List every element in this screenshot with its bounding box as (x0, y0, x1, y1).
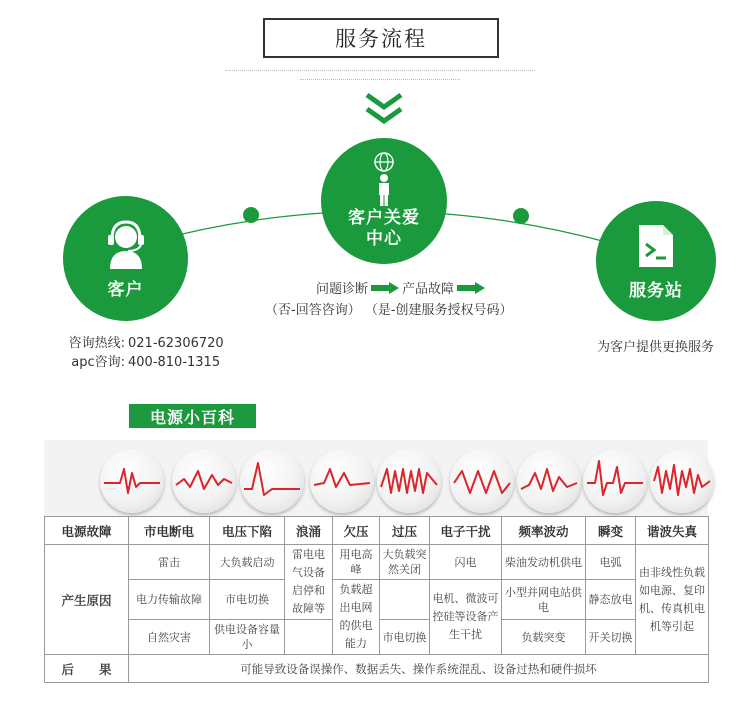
table-row (45, 655, 709, 683)
table-header: 浪涌 (285, 517, 333, 545)
globe-person-icon (369, 152, 399, 208)
care-center-label-1: 客户关爱 (348, 208, 420, 228)
service-station-note: 为客户提供更换服务 (597, 340, 715, 355)
table-cell: 市电切换 (380, 620, 430, 655)
table-cell: 由非线性负载如电源、复印机、传真机电机等引起 (636, 545, 709, 655)
waveform-icon (240, 449, 304, 513)
customer-node (63, 196, 188, 321)
connector-dot (513, 208, 529, 224)
waveform-icon (517, 449, 581, 513)
waveform-icon (310, 449, 374, 513)
table-row (45, 545, 709, 580)
terminal-file-icon (636, 222, 676, 270)
table-cell: 供电设备容量小 (210, 620, 285, 655)
table-cell: 闪电 (430, 545, 502, 580)
waveform-icon (172, 449, 236, 513)
table-cell: 电弧 (586, 545, 636, 580)
flow-step-fault: 产品故障 (402, 282, 455, 297)
hotline-value: 021-62306720 (128, 336, 224, 351)
table-header: 过压 (380, 517, 430, 545)
power-fault-table (44, 516, 709, 683)
process-flow (316, 278, 488, 297)
table-header-row (45, 517, 709, 545)
result-label: 后 果 (45, 655, 129, 683)
table-cell: 柴油发动机供电 (502, 545, 586, 580)
table-header: 谐波失真 (636, 517, 709, 545)
table-cell: 大负载突然关闭 (380, 545, 430, 580)
waveform-icon (377, 449, 441, 513)
hotline-label: 咨询热线: (68, 336, 125, 351)
table-cell: 小型并网电站供电 (502, 580, 586, 620)
table-row (45, 580, 709, 620)
table-cell: 负载超出电网的供电能力 (333, 580, 380, 655)
page-title: 服务流程 (263, 18, 499, 58)
headset-user-icon (98, 217, 154, 271)
customer-label: 客户 (107, 280, 144, 300)
table-cell: 电机、微波可控硅等设备产生干扰 (430, 580, 502, 655)
table-header: 电源故障 (45, 517, 129, 545)
result-text: 可能导致设备误操作、数据丢失、操作系统混乱、设备过热和硬件损坏 (129, 655, 709, 683)
table-header: 瞬变 (586, 517, 636, 545)
flow-branch-text: （否-回答咨询） （是-创建服务授权号码） (265, 303, 513, 318)
care-center-label-2: 中心 (366, 229, 402, 249)
service-station-label: 服务站 (629, 280, 683, 301)
table-cell: 静态放电 (586, 580, 636, 620)
table-header: 电压下陷 (210, 517, 285, 545)
table-cell: 大负载启动 (210, 545, 285, 580)
flow-step-diagnosis: 问题诊断 (316, 282, 369, 297)
waveform-icon (100, 449, 164, 513)
table-cell: 市电切换 (210, 580, 285, 620)
table-cell: 负载突变 (502, 620, 586, 655)
encyclopedia-badge: 电源小百科 (129, 404, 256, 428)
table-cell (380, 580, 430, 620)
table-header: 市电断电 (129, 517, 210, 545)
apc-value: 400-810-1315 (128, 355, 221, 370)
service-station-node (596, 201, 716, 321)
waveform-icon (583, 449, 647, 513)
table-cell: 开关切换 (586, 620, 636, 655)
table-header: 频率波动 (502, 517, 586, 545)
waveform-icon (450, 449, 514, 513)
apc-label: apc咨询: (71, 355, 125, 370)
table-header: 电子干扰 (430, 517, 502, 545)
table-cell: 自然灾害 (129, 620, 210, 655)
contact-info (60, 334, 224, 372)
table-cell: 电力传输故障 (129, 580, 210, 620)
table-header: 欠压 (333, 517, 380, 545)
table-cell (285, 620, 333, 655)
table-cell: 雷电电气设备启停和故障等 (285, 545, 333, 620)
arrow-right-icon (457, 282, 485, 294)
care-center-node (321, 138, 447, 264)
table-cell: 用电高峰 (333, 545, 380, 580)
connector-dot (243, 207, 259, 223)
cause-label: 产生原因 (45, 545, 129, 655)
arrow-right-icon (371, 282, 399, 294)
table-cell: 雷击 (129, 545, 210, 580)
waveform-icon (650, 449, 714, 513)
